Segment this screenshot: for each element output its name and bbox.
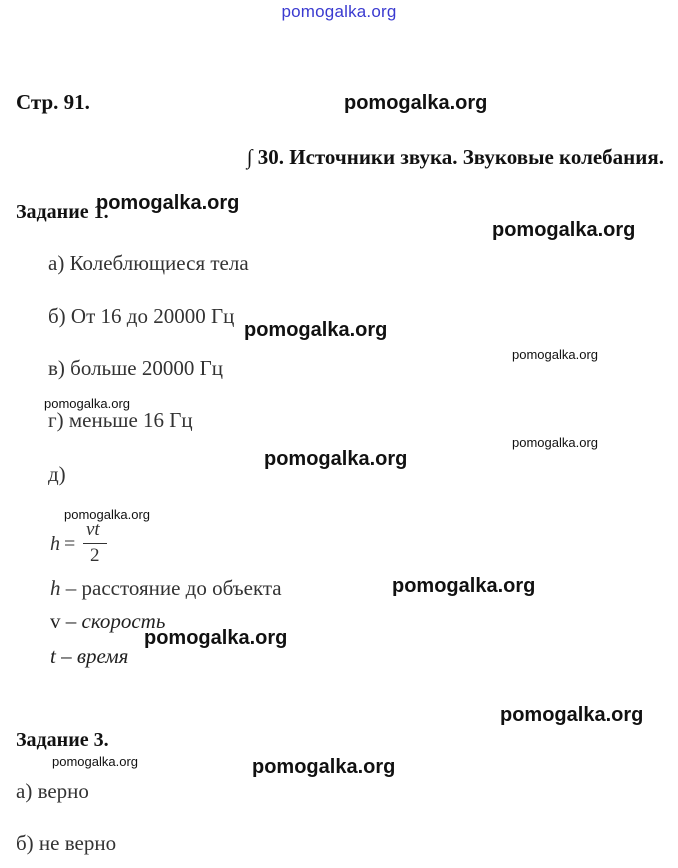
watermark: pomogalka.org xyxy=(344,92,488,114)
fraction-bar xyxy=(83,543,107,544)
def-v-symbol: v xyxy=(50,609,61,633)
page-number: Стр. 91. xyxy=(16,90,90,114)
watermark: pomogalka.org xyxy=(500,704,644,726)
watermark: pomogalka.org xyxy=(512,435,598,450)
site-logo[interactable]: pomogalka.org xyxy=(281,2,397,21)
watermark: pomogalka.org xyxy=(492,219,636,241)
def-t-text: – время xyxy=(55,644,129,668)
watermark: pomogalka.org xyxy=(44,396,130,411)
watermark: pomogalka.org xyxy=(52,754,138,769)
watermark: pomogalka.org xyxy=(144,627,288,649)
watermark: pomogalka.org xyxy=(64,507,150,522)
task1-answer-c: в) больше 20000 Гц xyxy=(48,356,223,380)
formula-lhs: h xyxy=(50,533,60,555)
task3-answer-b: б) не верно xyxy=(16,831,117,855)
def-v-text: – скорость xyxy=(60,609,166,633)
task1-answer-e: д) xyxy=(48,462,66,486)
watermark: pomogalka.org xyxy=(512,347,598,362)
watermark: pomogalka.org xyxy=(96,192,240,214)
section-title: ∫ 30. Источники звука. Звуковые колебания. xyxy=(246,145,664,169)
task1-answer-a: а) Колеблющиеся тела xyxy=(48,251,249,275)
task3-heading: Задание 3. xyxy=(16,729,109,751)
def-h-text: – расстояние до объекта xyxy=(60,576,282,600)
task1-answer-b: б) От 16 до 20000 Гц xyxy=(48,304,235,328)
def-t xyxy=(50,644,128,669)
def-t-symbol: t xyxy=(50,644,56,668)
formula-equals: = xyxy=(64,533,76,555)
task3-answer-a: а) верно xyxy=(16,779,89,803)
watermark: pomogalka.org xyxy=(264,448,408,470)
task1-answer-d: г) меньше 16 Гц xyxy=(48,408,193,432)
watermark: pomogalka.org xyxy=(392,575,536,597)
task1-heading: Задание 1. xyxy=(16,201,109,223)
def-h-symbol: h xyxy=(50,576,61,600)
def-h xyxy=(50,576,282,601)
watermark: pomogalka.org xyxy=(252,756,396,778)
formula-denominator: 2 xyxy=(90,545,100,566)
watermark: pomogalka.org xyxy=(244,319,388,341)
formula-numerator: vt xyxy=(86,519,100,540)
